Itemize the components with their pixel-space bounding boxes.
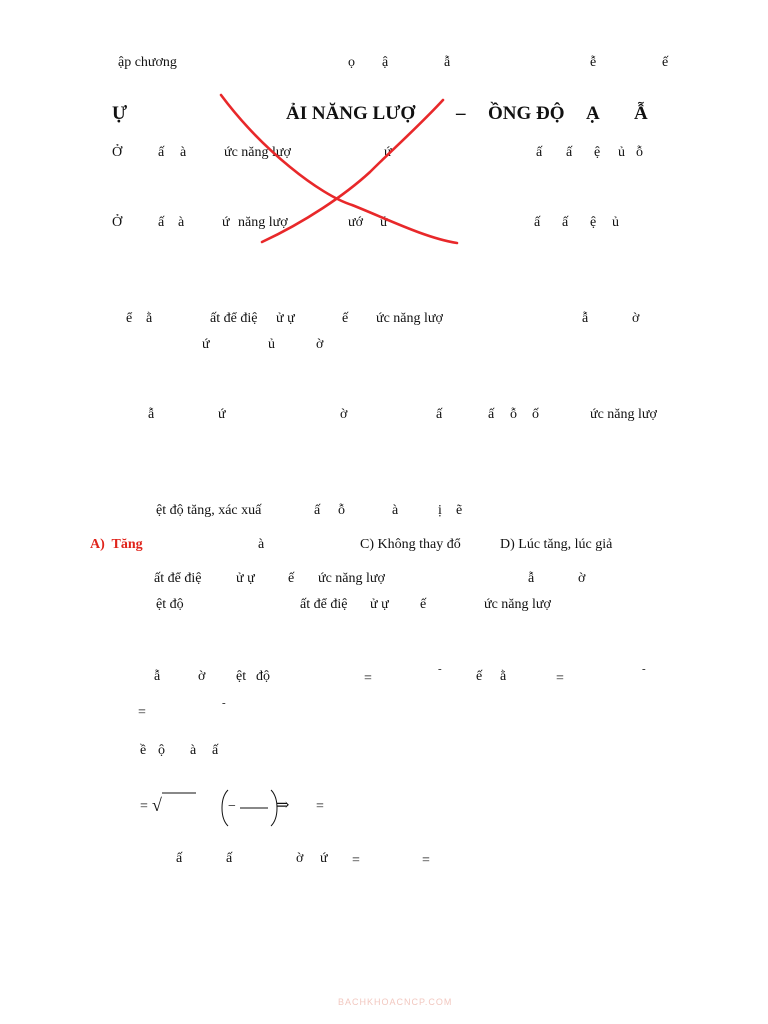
explanation-text: ử ự [236, 571, 255, 586]
math-equals: = [140, 799, 148, 814]
explanation-text: ức năng lượ [484, 597, 551, 612]
para2-text: ố [532, 407, 539, 422]
math-minus: − [228, 799, 236, 814]
para1-text: ằ [146, 311, 153, 326]
para2-text: ấ [436, 407, 443, 422]
explanation-text: ế [420, 597, 427, 612]
line-a-text: ấ [566, 145, 573, 160]
math-equals: = [364, 671, 372, 686]
math-superscript: - [642, 663, 646, 675]
para1-text: ử ự [276, 311, 295, 326]
para2-text: ờ [340, 407, 348, 422]
question-text: ệt độ tăng, xác xuấ [156, 503, 262, 518]
line-b-text: ủ [612, 215, 619, 230]
explanation-text: ế [288, 571, 295, 586]
question-text: à [392, 503, 399, 518]
para1-text: ờ [632, 311, 640, 326]
line-a-text: ỗ [636, 145, 643, 160]
right-paren [271, 790, 277, 826]
header-text: ập chương [118, 55, 177, 70]
math-text: ằ [500, 669, 507, 684]
math-text: à [190, 743, 197, 758]
header-char: ế [662, 55, 669, 70]
para2-text: ức năng lượ [590, 407, 657, 422]
explanation-text: ệt độ [156, 597, 184, 612]
sqrt-symbol: √ [152, 795, 162, 815]
line-a-text: ấ [158, 145, 165, 160]
para1-text: ủ [268, 337, 275, 352]
line-a-text: ệ [594, 145, 601, 160]
math-text: ờ [198, 669, 206, 684]
para1-text: ứ [202, 337, 210, 352]
math-text: ấ [226, 851, 233, 866]
math-equals: = [316, 799, 324, 814]
math-superscript: - [438, 663, 442, 675]
answer-c: C) Không thay đổ [360, 537, 461, 552]
explanation-text: ẫ [528, 571, 535, 586]
line-b-text: ấ [534, 215, 541, 230]
explanation-text: ờ [578, 571, 586, 586]
para1-text: ẫ [582, 311, 589, 326]
math-text: ẫ [154, 669, 161, 684]
para2-text: ỗ [510, 407, 517, 422]
line-b-text: ứ [380, 215, 388, 230]
para2-text: ứ [218, 407, 226, 422]
math-equals: = [422, 853, 430, 868]
line-b-text: ướ [348, 215, 363, 230]
title-left: Ự [112, 103, 128, 124]
explanation-text: ất để điệ [154, 571, 202, 586]
line-b-text: ấ [562, 215, 569, 230]
line-a-text: à [180, 145, 187, 160]
math-text: ấ [212, 743, 219, 758]
explanation-text: ất để điệ [300, 597, 348, 612]
header-char: ẫ [444, 55, 451, 70]
line-a-text: ức năng lượ [224, 145, 291, 160]
header-char: ậ [382, 55, 389, 70]
math-equals: = [352, 853, 360, 868]
question-text: ấ [314, 503, 321, 518]
line-a-text: ủ [618, 145, 625, 160]
title-right: Ẫ [634, 103, 648, 124]
math-text: ờ [296, 851, 304, 866]
line-a-text: Ở [112, 145, 123, 160]
line-b-text: năng lượ [238, 215, 288, 230]
para1-text: ể [126, 311, 133, 326]
question-text: ị [438, 503, 442, 518]
answer-a: A) Tăng [90, 537, 143, 552]
question-text: ẽ [456, 503, 463, 518]
line-b-text: ệ [590, 215, 597, 230]
watermark: BACHKHOACNCP.COM [338, 997, 453, 1007]
left-paren [222, 790, 228, 826]
line-a-text: ứ [384, 145, 392, 160]
para1-text: ế [342, 311, 349, 326]
para1-text: ức năng lượ [376, 311, 443, 326]
line-b-text: ấ [158, 215, 165, 230]
header-char: ọ [348, 55, 355, 70]
math-text: ấ [176, 851, 183, 866]
line-b-text: ứ [222, 215, 230, 230]
para1-text: ất để điệ [210, 311, 258, 326]
answer-b: à [258, 537, 265, 552]
math-text: ệt [236, 669, 247, 684]
answer-d: D) Lúc tăng, lúc giả [500, 537, 613, 552]
para2-text: ấ [488, 407, 495, 422]
math-superscript: - [222, 697, 226, 709]
title-dash: – [456, 103, 466, 124]
line-b-text: Ở [112, 215, 123, 230]
para2-text: ẫ [148, 407, 155, 422]
math-text: ề [140, 743, 147, 758]
math-text: độ [256, 669, 270, 684]
math-text: ứ [320, 851, 328, 866]
question-text: ỗ [338, 503, 345, 518]
title-main: ẢI NĂNG LƯỢ [286, 103, 416, 124]
implies-symbol: ⇒ [276, 797, 290, 814]
title-right: ỒNG ĐỘ [488, 103, 565, 124]
math-equals: = [138, 705, 146, 720]
explanation-text: ức năng lượ [318, 571, 385, 586]
red-cross-out-mark [221, 95, 457, 243]
line-a-text: ấ [536, 145, 543, 160]
explanation-text: ử ự [370, 597, 389, 612]
line-b-text: à [178, 215, 185, 230]
math-equals: = [556, 671, 564, 686]
para1-text: ờ [316, 337, 324, 352]
header-char: ễ [590, 55, 597, 70]
math-text: ộ [158, 743, 165, 758]
title-right: Ạ [586, 103, 600, 124]
math-text: ế [476, 669, 483, 684]
